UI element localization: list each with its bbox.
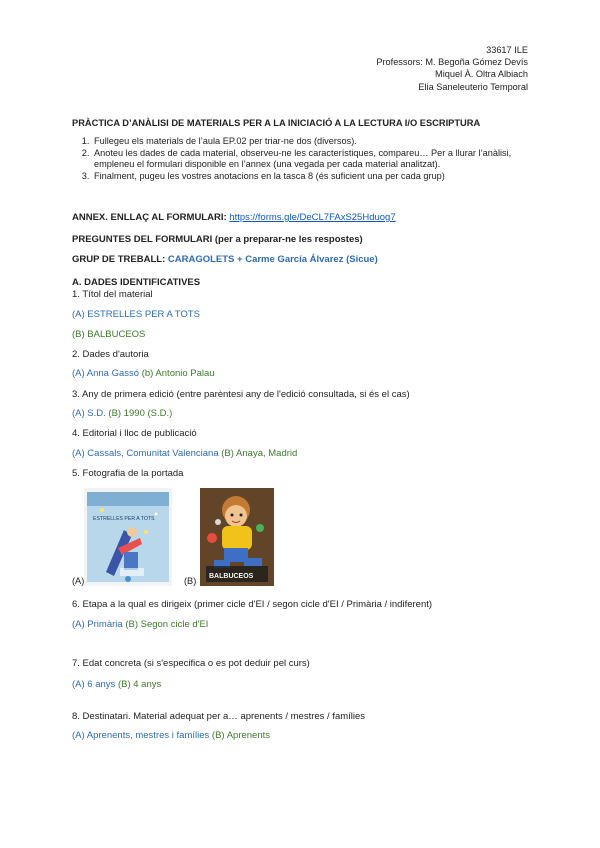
cover-b-label: (B)	[184, 576, 197, 586]
q3-answer-b: (B) 1990 (S.D.)	[108, 408, 173, 419]
group-label: GRUP DE TREBALL:	[72, 254, 166, 265]
cover-a-label: (A)	[72, 576, 85, 586]
q8-answers	[72, 730, 270, 741]
q8-answer-b: (B) Aprenents	[211, 730, 271, 741]
q4-answer-b: (B) Anaya, Madrid	[221, 448, 298, 459]
questions-heading: PREGUNTES DEL FORMULARI (per a preparar-ne les respostes)	[72, 234, 363, 245]
cover-a-title: ESTRELLES PER A TOTS	[93, 516, 155, 522]
q1-answer-a: (A) ESTRELLES PER A TOTS	[72, 309, 200, 320]
q4-answer-a: (A) Cassals, Comunitat Valenciana	[72, 448, 219, 459]
q6-answer-b: (B) Segon cicle d'EI	[125, 619, 209, 630]
annex-line	[72, 212, 396, 223]
q4-label: 4. Editorial i lloc de publicació	[72, 428, 197, 439]
instruction-item: 2. Anoteu les dades de cada material, observeu-ne les característiques, compareu… Per a llurar l’anàlisi, empleneu el formulari disponible en l’annex (una vegada per cada material analitzat).	[92, 148, 542, 171]
cover-b-title: BALBUCEOS	[209, 573, 254, 580]
q3-answers	[72, 408, 172, 419]
q8-label: 8. Destinatari. Material adequat per a… aprenents / mestres / famílies	[72, 711, 366, 722]
form-link[interactable]: https://forms.gle/DeCL7FAxS25Hduog7	[229, 212, 396, 223]
cover-b-image	[200, 488, 274, 586]
q2-answers	[72, 368, 215, 379]
group-line	[72, 254, 378, 265]
q7-answer-b: (B) 4 anys	[117, 679, 162, 690]
q1-answer-b: (B) BALBUCEOS	[72, 329, 146, 340]
q2-answer-a: (A) Anna Gassó	[72, 368, 140, 379]
q7-answers	[72, 679, 161, 690]
instruction-item: 1. Fullegeu els materials de l’aula EP.02 per triar-ne dos (diversos).	[92, 136, 542, 148]
q6-answer-a: (A) Primària	[72, 619, 123, 630]
professor-3: Elia Saneleuterio Temporal	[418, 81, 528, 92]
annex-label: ANNEX. ENLLAÇ AL FORMULARI:	[72, 212, 227, 223]
q3-label: 3. Any de primera edició (entre parèntesi any de l'edició consultada, si és el cas)	[72, 389, 410, 400]
page-title: PRÀCTICA D’ANÀLISI DE MATERIALS PER A LA INICIACIÓ A LA LECTURA I/O ESCRIPTURA	[72, 118, 481, 128]
course-header	[376, 44, 528, 93]
q3-answer-a: (A) S.D.	[72, 408, 106, 419]
q2-answer-b: (b) Antonio Palau	[141, 368, 215, 379]
q6-answers	[72, 619, 208, 630]
q8-answer-a: (A) Aprenents, mestres i famílies	[72, 730, 210, 741]
instruction-item: 3. Finalment, pugeu les vostres anotacions en la tasca 8 (és suficient una per cada grup)	[92, 171, 542, 183]
group-name: CARAGOLETS + Carme García Álvarez (Sicue)	[167, 254, 378, 265]
q5-label: 5. Fotografia de la portada	[72, 468, 184, 479]
course-code: 33617 ILE	[486, 45, 528, 55]
q1-label: 1. Títol del material	[72, 289, 153, 300]
instruction-list	[72, 136, 542, 182]
cover-a-image	[84, 488, 172, 586]
q7-label: 7. Edat concreta (si s'especifica o es pot deduir pel curs)	[72, 658, 310, 669]
q2-label: 2. Dades d'autoria	[72, 349, 149, 360]
professor-2: Miquel À. Oltra Albiach	[435, 69, 528, 80]
q4-answers	[72, 448, 297, 459]
q7-answer-a: (A) 6 anys	[72, 679, 116, 690]
professors-line: Professors: M. Begoña Gómez Devís	[376, 57, 528, 68]
q6-label: 6. Etapa a la qual es dirigeix (primer cicle d'EI / segon cicle d'EI / Primària / indiferent)	[72, 599, 433, 610]
section-a-heading: A. DADES IDENTIFICATIVES	[72, 277, 201, 288]
